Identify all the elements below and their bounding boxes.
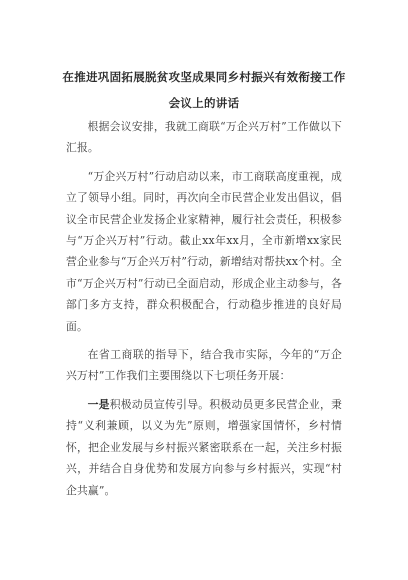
paragraph-text: 根据会议安排，我就工商联“万企兴万村”工作做以下汇报。 xyxy=(66,120,342,155)
paragraph-progress xyxy=(66,166,342,337)
paragraph-intro xyxy=(66,116,342,159)
paragraph-text: 积极动员宣传引导。积极动员更多民营企业，秉持“义利兼顾，以义为先”原则，增强家国情怀，乡村情怀，把企业发展与乡村振兴紧密联系在一起，关注乡村振兴，并结合自身优势和发展方向参与乡村振兴，实现“村企共赢”。 xyxy=(66,397,342,497)
paragraph-text: 在省工商联的指导下，结合我市实际，今年的“万企兴万村”工作我们主要围绕以下七项任务开展： xyxy=(66,348,342,383)
document-title: 在推进巩固拓展脱贫攻坚成果同乡村振兴有效衔接工作会议上的讲话 xyxy=(62,70,346,110)
paragraph-tasks-intro xyxy=(66,344,342,387)
paragraph-text: “万企兴万村”行动启动以来，市工商联高度重视，成立了领导小组。同时，再次向全市民营企业发出倡议，倡议全市民营企业发扬企业家精神，履行社会责任，积极参与“万企兴万村”行动。截止xx年xx月，全市新增xx家民营企业参与“万企兴万村”行动，新增结对帮扶xx个村。全市“万企兴万村”行动已全面启动，形成企业主动参与，各部门多方支持，群众积极配合，行动稳步推进的良好局面。 xyxy=(66,169,342,333)
paragraph-lead: 一是 xyxy=(87,397,110,411)
document-body xyxy=(66,116,342,501)
paragraph-task-one xyxy=(66,394,342,501)
